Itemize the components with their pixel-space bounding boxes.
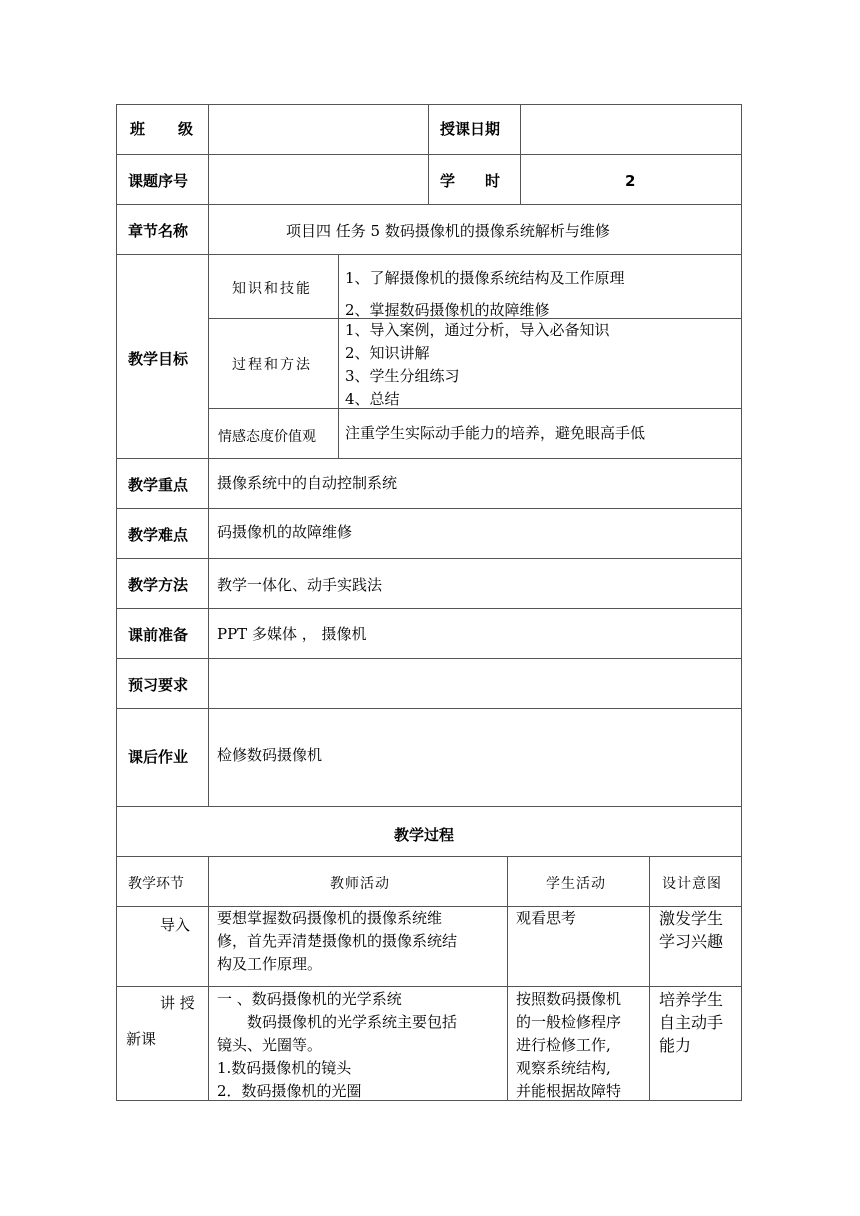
lecture-teacher-line: 镜头、光圈等。	[217, 1036, 323, 1054]
objectives-label: 教学目标	[128, 350, 189, 368]
intro-intent-line: 学习兴趣	[659, 932, 724, 951]
table-border	[208, 104, 209, 806]
intro-intent-line: 激发学生	[659, 909, 724, 928]
table-border	[520, 104, 521, 204]
column-header-intent: 设计意图	[662, 876, 722, 892]
lecture-intent	[659, 988, 723, 1057]
process-title: 教学过程	[394, 826, 455, 844]
homework-value: 检修数码摄像机	[217, 746, 323, 764]
difficulty-label: 教学难点	[128, 526, 189, 544]
table-border	[116, 154, 742, 155]
table-border	[116, 608, 742, 609]
preview-label: 预习要求	[128, 676, 189, 694]
lecture-teacher-line: 一 、数码摄像机的光学系统	[217, 990, 402, 1008]
lecture-stage-line1: 讲 授	[160, 994, 195, 1012]
lecture-teacher-line: 1.数码摄像机的镜头	[217, 1059, 352, 1077]
lecture-intent-line: 自主动手	[659, 1013, 724, 1032]
table-border	[116, 204, 742, 205]
intro-teacher-line: 构及工作原理。	[217, 955, 323, 973]
process-items	[345, 319, 610, 411]
knowledge-item: 2、掌握数码摄像机的故障维修	[345, 301, 550, 319]
column-header-teacher: 教师活动	[330, 876, 390, 892]
method-label: 教学方法	[128, 576, 189, 594]
hours-label: 学 时	[440, 172, 501, 190]
attitude-value: 注重学生实际动手能力的培养，避免眼高手低	[345, 424, 646, 442]
table-border	[116, 254, 742, 255]
intro-stage: 导入	[160, 916, 191, 934]
lecture-student-line: 按照数码摄像机	[516, 990, 622, 1008]
difficulty-value: 码摄像机的故障维修	[217, 523, 353, 541]
table-border	[116, 658, 742, 659]
process-item: 3、学生分组练习	[345, 367, 460, 385]
prep-label: 课前准备	[128, 626, 189, 644]
attitude-label: 情感态度价值观	[218, 429, 316, 445]
process-item: 4、总结	[345, 390, 400, 408]
table-border	[507, 856, 508, 1101]
table-border	[116, 104, 742, 105]
lecture-student-line: 并能根据故障特	[516, 1082, 622, 1100]
method-value: 教学一体化、动手实践法	[217, 576, 383, 594]
prep-value: PPT 多媒体 ， 摄像机	[217, 625, 367, 643]
knowledge-item: 1、了解摄像机的摄像系统结构及工作原理	[345, 269, 625, 287]
table-border	[428, 104, 429, 204]
key-point-label: 教学重点	[128, 476, 189, 494]
knowledge-items	[345, 262, 625, 326]
date-label: 授课日期	[440, 120, 501, 138]
lecture-teacher	[217, 988, 457, 1103]
process-method-label: 过程和方法	[232, 357, 312, 373]
lecture-intent-line: 能力	[659, 1036, 692, 1055]
hours-value: 2	[625, 172, 636, 190]
table-border	[741, 104, 742, 1101]
table-border	[338, 254, 339, 458]
intro-teacher	[217, 907, 457, 976]
table-border	[649, 856, 650, 1101]
knowledge-label: 知识和技能	[232, 281, 312, 297]
lecture-student-line: 观察系统结构,	[516, 1059, 611, 1077]
lecture-teacher-line: 数码摄像机的光学系统主要包括	[217, 1013, 458, 1031]
column-header-stage: 教学环节	[128, 876, 184, 892]
table-border	[116, 806, 742, 807]
lecture-stage-line2: 新课	[126, 1030, 157, 1048]
class-label: 班 级	[130, 120, 195, 138]
table-border	[116, 458, 742, 459]
topic-no-label: 课题序号	[128, 172, 189, 190]
table-border	[116, 104, 117, 1101]
chapter-label: 章节名称	[128, 222, 189, 240]
key-point-value: 摄像系统中的自动控制系统	[217, 474, 398, 492]
column-header-student: 学生活动	[546, 876, 606, 892]
lecture-student	[516, 988, 621, 1103]
table-border	[208, 856, 209, 1101]
homework-label: 课后作业	[128, 748, 189, 766]
intro-teacher-line: 要想掌握数码摄像机的摄像系统维	[217, 909, 443, 927]
intro-teacher-line: 修，首先弄清楚摄像机的摄像系统结	[217, 932, 458, 950]
process-item: 2、知识讲解	[345, 344, 430, 362]
process-item: 1、导入案例，通过分析，导入必备知识	[345, 321, 610, 339]
lecture-student-line: 的一般检修程序	[516, 1013, 622, 1031]
table-border	[116, 508, 742, 509]
chapter-value: 项目四 任务 5 数码摄像机的摄像系统解析与维修	[286, 222, 610, 240]
lecture-student-line: 进行检修工作,	[516, 1036, 611, 1054]
intro-student: 观看思考	[516, 909, 577, 927]
lecture-intent-line: 培养学生	[659, 990, 724, 1009]
table-border	[116, 708, 742, 709]
lecture-teacher-line: 2．数码摄像机的光圈	[217, 1082, 362, 1100]
table-border	[116, 558, 742, 559]
intro-intent	[659, 907, 723, 953]
